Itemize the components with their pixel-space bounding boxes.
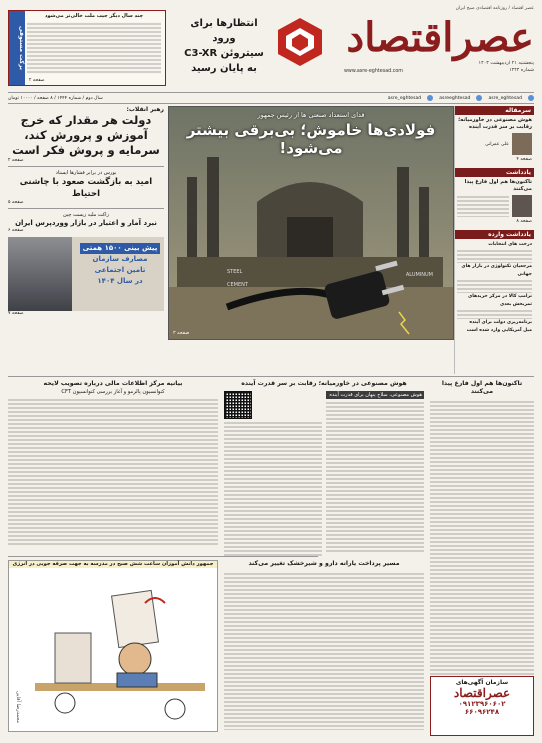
ad-line-3: به پایان رسید [191, 63, 257, 74]
col2-title[interactable]: هوش مصنوعی در خاورمیانه؛ رقابت بر سر قدرت آینده [241, 380, 407, 387]
section-received: یادداشت وارده [455, 230, 534, 239]
instagram-icon[interactable] [528, 95, 534, 101]
lower-col-2 [224, 380, 424, 552]
telegram-icon[interactable] [476, 95, 482, 101]
qr-code[interactable] [224, 391, 252, 419]
story1-page: صفحه ۲ [8, 158, 24, 163]
received-item[interactable]: میل آمریکایی وارد شده است [466, 328, 532, 333]
section-editorial: سرمقاله [455, 106, 534, 115]
left-box-title: چند سال دیگر جیب ملت خالی‌تر می‌شود [44, 13, 144, 19]
image-label-aluminum: ALUMINUM [405, 272, 433, 278]
ad-box[interactable] [430, 676, 534, 736]
info-line [8, 94, 534, 102]
mid-bottom-story [224, 560, 424, 732]
story2-title[interactable]: امید به بازگشت صعود با چاشنی احتیاط [19, 177, 153, 199]
main-kicker: قدای استعداد صنعتی ها از رئیس جمهور [257, 111, 365, 119]
note-page: صفحه ۸ [516, 219, 532, 224]
ad-line-1: انتظارها برای ورود [190, 18, 258, 44]
story1-kicker: رهبر انقلاب: [126, 106, 164, 113]
section-note: یادداشت [455, 168, 534, 177]
cartoon[interactable] [8, 560, 218, 732]
cartoon-artist: محمدرضا آقایی [15, 690, 21, 723]
promo-line-1: پیش بینی ۱۵۰۰ همتی [80, 243, 160, 254]
story1-headline[interactable]: دولت هر مقدار که خرج آموزش و پرورش کند، سرمایه و پروش فکر است [12, 113, 160, 157]
author-photo [512, 133, 532, 155]
lower-col-1 [430, 380, 534, 670]
side-label: برکت مستوفی [9, 11, 25, 85]
image-label-cement: CEMENT [227, 282, 248, 288]
note-author-photo [512, 195, 532, 217]
left-stories [8, 106, 164, 374]
masthead-date: پنجشنبه ۲۱ اردیبهشت ۱۴۰۳ [478, 61, 534, 66]
price-line: سال دوم / شماره ۱۴۴۴ / ۸ صفحه / ۱۰۰۰۰ تومان [8, 95, 103, 101]
main-photo[interactable] [168, 106, 454, 340]
ad-phone-1[interactable]: ۰۹۱۲۳۹۶۰۶۰۲ [458, 700, 506, 708]
promo-line-4: در سال ۱۴۰۴ [97, 277, 143, 285]
promo-photo [8, 237, 72, 311]
editorial-title[interactable]: هوش مصنوعی در خاورمیانه؛ رقابت بر سر قدرت آینده [458, 117, 532, 130]
received-item[interactable]: مرجعیان تکنولوژی در بازار های جهانی [461, 264, 532, 277]
story3-page: صفحه ۶ [8, 228, 24, 233]
saipa-logo [274, 14, 326, 70]
masthead-website[interactable]: www.asre-eghtesad.com [344, 69, 403, 74]
author-name: علی عمرانی [485, 141, 509, 147]
story3-kicker: زاکت ملیه زیست چین [63, 212, 109, 218]
ad-line-2: سیتروئن C3-XR [184, 48, 264, 59]
masthead-logo: عصراقتصاد [346, 14, 534, 61]
cartoon-title: جمهور دانش آموزان ساعت شش صبح در مدرسه به جهت صرفه جویی در انرژی [9, 561, 217, 568]
story2-kicker: بورس در برابر فشارها ایستاد [55, 170, 117, 176]
received-item[interactable]: برنامه‌ریزی دولت برای آینده [469, 320, 532, 325]
top-ad[interactable] [178, 10, 326, 82]
note-title[interactable]: تاکنون‌ها هم اول فارغ پیدا می‌کنند [464, 179, 532, 192]
promo-line-3: تامین اجتماعی [94, 266, 146, 274]
col2-sub: هوش مصنوعی، سلاح پنهان برای قدرت آینده [326, 391, 424, 399]
story3-title[interactable]: نبرد آمار و اعتبار در بازار ووردپرس ایران [15, 219, 157, 227]
lower-col-3 [8, 380, 218, 552]
masthead-issue: شماره ۱۴۴۴ [509, 68, 534, 73]
masthead [344, 6, 534, 88]
received-item[interactable]: درخت های انتخابات [488, 242, 532, 247]
promo-box[interactable] [8, 237, 164, 311]
masthead-tagline: عصر اقتصاد / روزنامه اقتصادی صبح ایران [455, 6, 534, 11]
ad-phone-2[interactable]: ۶۶۰۹۶۲۴۸ [464, 708, 500, 716]
story2-page: صفحه ۵ [8, 200, 24, 205]
promo-line-2: مصارف سازمان [92, 255, 148, 263]
editorial-page: صفحه ۴ [516, 157, 532, 162]
col3-title[interactable]: بیانیه مرکز اطلاعات مالی درباره تصویب لایحه [43, 380, 183, 387]
left-top-box [8, 10, 166, 86]
main-headline[interactable]: فولادی‌ها خاموش؛ بی‌برقی بیشتر می‌شود! [186, 121, 436, 157]
story4-page: صفحه ۷ [8, 311, 24, 316]
right-column [454, 106, 534, 374]
col3-sub: کنوانسیون پالرمو و آغاز بررسی کنوانسیون CFT [61, 389, 165, 395]
left-box-page: صفحه ۲ [29, 78, 45, 83]
social-handle[interactable]: asre_eghtesad [387, 95, 422, 101]
social-handle[interactable]: asreeghtesad [439, 95, 471, 101]
twitter-icon[interactable] [427, 95, 433, 101]
received-item[interactable]: ترامپ کالا در مرکز خریدهای ثمربخش بعدی [468, 294, 532, 307]
social-handle[interactable]: asre_eghtesad [488, 95, 522, 101]
ad-box-logo: عصراقتصاد [453, 686, 511, 700]
main-page-ref: صفحه ۳ [173, 331, 190, 336]
image-label-steel: STEEL [227, 269, 243, 275]
col1-title[interactable]: تاکنون‌ها هم اول فارغ پیدا می‌کنند [441, 380, 523, 395]
mid-bottom-title[interactable]: مسیر پرداخت یارانه دارو و شیرخشک تغییر می‌کند [248, 560, 400, 567]
ad-box-label: سازمان آگهی‌های [455, 679, 509, 686]
